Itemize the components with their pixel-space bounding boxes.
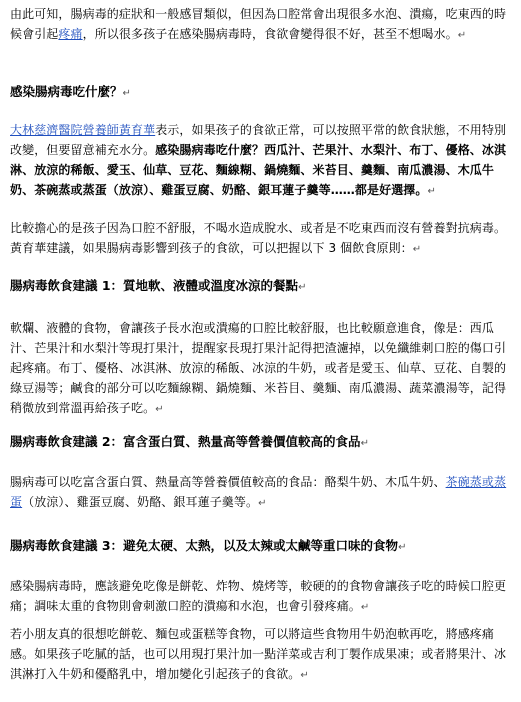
paragraph-mark: ↵ [155, 404, 164, 415]
link-dietitian[interactable]: 大林慈濟醫院營養師黃育華 [10, 123, 156, 137]
heading-suggestion-1 [10, 276, 510, 298]
paragraph-mark: ↵ [122, 88, 131, 99]
heading-text: 感染腸病毒吃什麼？ [10, 84, 123, 99]
paragraph-concern [10, 218, 510, 260]
avoid-text: 感染腸病毒時，應該避免吃像是餅乾、炸物、燒烤等，較硬的的食物會讓孩子吃的時候口腔更痛；調味太重的食物則會刺激口腔的潰瘍和水泡，也會引發疼痛。 [10, 579, 507, 613]
paragraph-mark: ↵ [398, 542, 407, 553]
paragraph-intro [10, 4, 510, 46]
heading-text: 腸病毒飲食建議 2：富含蛋白質、熱量高等營養價值較高的食品 [10, 434, 361, 449]
paragraph-avoid [10, 576, 510, 618]
protein-text-a: 腸病毒可以吃富含蛋白質、熱量高等營養價值較高的食品：酪梨牛奶、木瓜牛奶、 [10, 475, 446, 489]
paragraph-soft-food [10, 318, 510, 420]
paragraph-mark: ↵ [360, 438, 369, 449]
intro-text-a: 由此可知，腸病毒的症狀和一般感冒類似，但因為口腔常會出現很多水泡、潰瘍，吃東西的時候會引起 [10, 7, 507, 41]
heading-what-to-eat [10, 82, 510, 104]
intro-text-b: ，所以很多孩子在感染腸病毒時，食欲會變得很不好，甚至不想喝水。 [82, 27, 458, 41]
concern-text: 比較擔心的是孩子因為口腔不舒服，不喝水造成脫水、或者是不吃東西而沒有營養對抗病毒。黃育華建議，如果腸病毒影響到孩子的食欲，可以把握以下 3 個飲食原則： [10, 221, 507, 255]
dietitian-text: 表示，如果孩子的食欲正常，可以按照平常的飲食狀態，不用特別改變，但要留意補充水分。 [10, 123, 507, 157]
paragraph-protein [10, 472, 510, 514]
paragraph-mark: ↵ [258, 498, 267, 509]
paragraph-mark: ↵ [412, 244, 422, 255]
heading-suggestion-2 [10, 432, 510, 454]
paragraph-mark: ↵ [300, 670, 309, 681]
soft-food-text: 軟爛、液體的食物，會讓孩子長水泡或潰瘍的口腔比較舒服，也比較願意進食，像是：西瓜汁、芒果汁和水梨汁等現打果汁，提醒家長現打果汁記得把渣濾掉，以免纖維刺口腔的傷口引起疼痛。布丁、優格、冰淇淋、放涼的稀飯、冰涼的牛奶，或者是愛玉、仙草、豆花、自製的綠豆湯等；鹹食的部分可以吃麵線糊、鍋燒麵、米苔目、羹麵、南瓜濃湯、蔬菜濃湯等，記得稍微放到常溫再給孩子吃。 [10, 321, 507, 415]
protein-text-b: （放涼）、雞蛋豆腐、奶酪、銀耳蓮子羹等。 [22, 495, 259, 509]
paragraph-mark: ↵ [427, 186, 436, 197]
tips-text: 若小朋友真的很想吃餅乾、麵包或蛋糕等食物，可以將這些食物用牛奶泡軟再吃，將感疼痛感。如果孩子吃膩的話，也可以用現打果汁加一點洋菜或吉利丁製作成果凍；或者將果汁、冰淇淋打入牛奶和優酪乳中，增加變化引起孩子的食欲。 [10, 627, 507, 681]
paragraph-mark: ↵ [298, 282, 307, 293]
link-steamed-egg[interactable]: 茶碗蒸或蒸蛋 [10, 475, 507, 509]
heading-text: 腸病毒飲食建議 3：避免太硬、太熱，以及太辣或太鹹等重口味的食物 [10, 538, 399, 553]
food-list-bold: 感染腸病毒吃什麼？西瓜汁、芒果汁、水梨汁、布丁、優格、冰淇淋、放涼的稀飯、愛玉、仙草、豆花、麵線糊、鍋燒麵、米苔目、羹麵、南瓜濃湯、木瓜牛奶、茶碗蒸或蒸蛋（放涼）、雞蛋豆腐、奶酪、銀耳蓮子羹等……都是好選擇。 [10, 143, 507, 197]
paragraph-mark: ↵ [360, 602, 370, 613]
heading-suggestion-3 [10, 536, 510, 558]
paragraph-mark: ↵ [457, 30, 467, 41]
paragraph-dietitian [10, 120, 510, 202]
heading-text: 腸病毒飲食建議 1：質地軟、液體或溫度冰涼的餐點 [10, 278, 299, 293]
paragraph-tips [10, 624, 510, 686]
link-pain[interactable]: 疼痛 [58, 27, 83, 41]
